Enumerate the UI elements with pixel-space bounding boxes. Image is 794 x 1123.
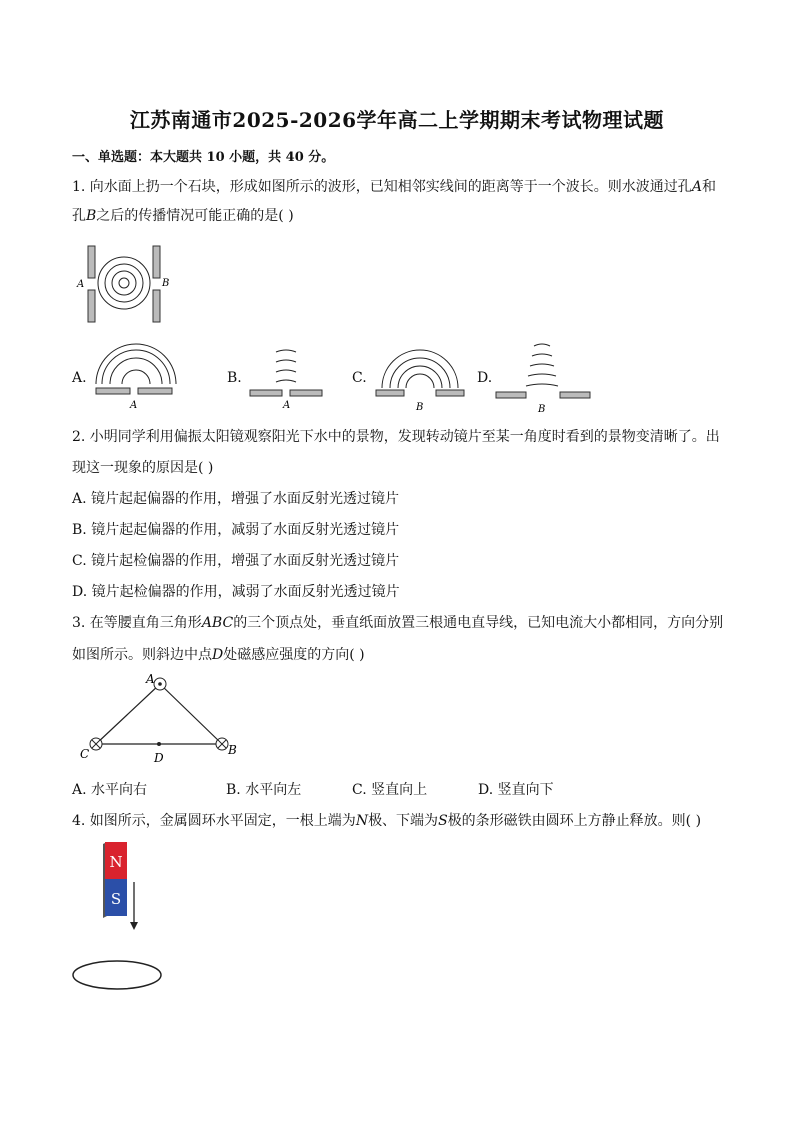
- magnet-s-label: S: [110, 890, 122, 908]
- q3-line1-pre: 3. 在等腰直角三角形: [72, 615, 202, 631]
- q2-option-b[interactable]: B. 镜片起起偏器的作用，减弱了水面反射光透过镜片: [72, 522, 400, 538]
- q1-wave-figure: [74, 240, 184, 330]
- page-title: 江苏南通市2025-2026学年高二上学期期末考试物理试题: [129, 108, 665, 132]
- q1-option-b-figure[interactable]: [246, 340, 330, 412]
- metal-ring: [73, 961, 161, 989]
- q2-option-d[interactable]: D. 镜片起检偏器的作用，减弱了水面反射光透过镜片: [72, 584, 400, 600]
- q1-var-a: A: [691, 179, 702, 195]
- q3-stem-line1: [72, 612, 723, 632]
- q1-option-a-slit-label: A: [130, 400, 138, 411]
- q4-stem-line1: [72, 810, 701, 830]
- q1-option-a-figure[interactable]: [92, 340, 182, 412]
- q4-var-n: N: [355, 813, 369, 829]
- q1-option-b-slit-label: A: [283, 400, 291, 411]
- arrow-head-icon: [130, 922, 138, 930]
- magnet-n-label: N: [109, 853, 123, 871]
- q1-var-b: B: [86, 208, 97, 224]
- q1-option-b-letter[interactable]: B.: [227, 370, 242, 386]
- q1-stem-line2: [72, 205, 294, 225]
- q4-line1-mid: 极、下端为: [368, 813, 439, 829]
- q3-option-b[interactable]: B. 水平向左: [226, 782, 302, 798]
- q2-stem-line2: 现这一现象的原因是( ): [72, 460, 214, 476]
- q1-line1-text: 1. 向水面上扔一个石块，形成如图所示的波形，已知相邻实线间的距离等于一个波长。则水波通过孔: [72, 179, 692, 195]
- q3-var-abc: ABC: [201, 615, 234, 631]
- q1-option-d-figure[interactable]: [494, 340, 592, 416]
- q2-option-c[interactable]: C. 镜片起检偏器的作用，增强了水面反射光透过镜片: [72, 553, 400, 569]
- q3-var-d: D: [212, 647, 224, 663]
- q1-line2-post: 之后的传播情况可能正确的是( ): [96, 208, 294, 224]
- q4-magnet-figure: [70, 840, 166, 992]
- q3-stem-line2: [72, 644, 365, 664]
- q1-option-a-letter[interactable]: A.: [72, 370, 87, 386]
- q3-option-c[interactable]: C. 竖直向上: [352, 782, 428, 798]
- q3-option-d[interactable]: D. 竖直向下: [478, 782, 554, 798]
- q1-stem-line1: [72, 176, 716, 196]
- q1-option-c-letter[interactable]: C.: [352, 370, 367, 386]
- q1-option-d-slit-label: B: [538, 404, 546, 415]
- q3-line2-pre: 如图所示。则斜边中点: [72, 647, 212, 663]
- q1-line2-pre: 孔: [72, 208, 86, 224]
- q1-option-c-slit-label: B: [416, 402, 424, 413]
- q2-stem-line1: 2. 小明同学利用偏振太阳镜观察阳光下水中的景物，发现转动镜片至某一角度时看到的景物变清晰了。出: [72, 429, 720, 445]
- q1-and: 和: [701, 179, 716, 195]
- q3-fig-label-d: D: [154, 751, 164, 765]
- q4-var-s: S: [438, 813, 448, 829]
- q3-line1-post: 的三个顶点处，垂直纸面放置三根通电直导线，已知电流大小都相同，方向分别: [233, 615, 724, 631]
- q1-fig-label-a: A: [77, 279, 85, 290]
- q1-option-d-letter[interactable]: D.: [477, 370, 493, 386]
- q1-option-c-figure[interactable]: [372, 340, 468, 414]
- q4-line1-pre: 4. 如图所示，金属圆环水平固定，一根上端为: [72, 813, 356, 829]
- q3-option-a[interactable]: A. 水平向右: [72, 782, 148, 798]
- q1-fig-label-b: B: [162, 278, 170, 289]
- q3-fig-label-b: B: [228, 743, 237, 757]
- q3-line2-post: 处磁感应强度的方向( ): [223, 647, 365, 663]
- q3-triangle-figure: [74, 670, 250, 768]
- section-heading: 一、单选题：本大题共 10 小题，共 40 分。: [72, 150, 335, 165]
- q4-line1-post: 极的条形磁铁由圆环上方静止释放。则( ): [447, 813, 702, 829]
- q3-fig-label-c: C: [80, 747, 90, 761]
- q3-fig-label-a: A: [146, 672, 155, 686]
- q2-option-a[interactable]: A. 镜片起起偏器的作用，增强了水面反射光透过镜片: [72, 491, 400, 507]
